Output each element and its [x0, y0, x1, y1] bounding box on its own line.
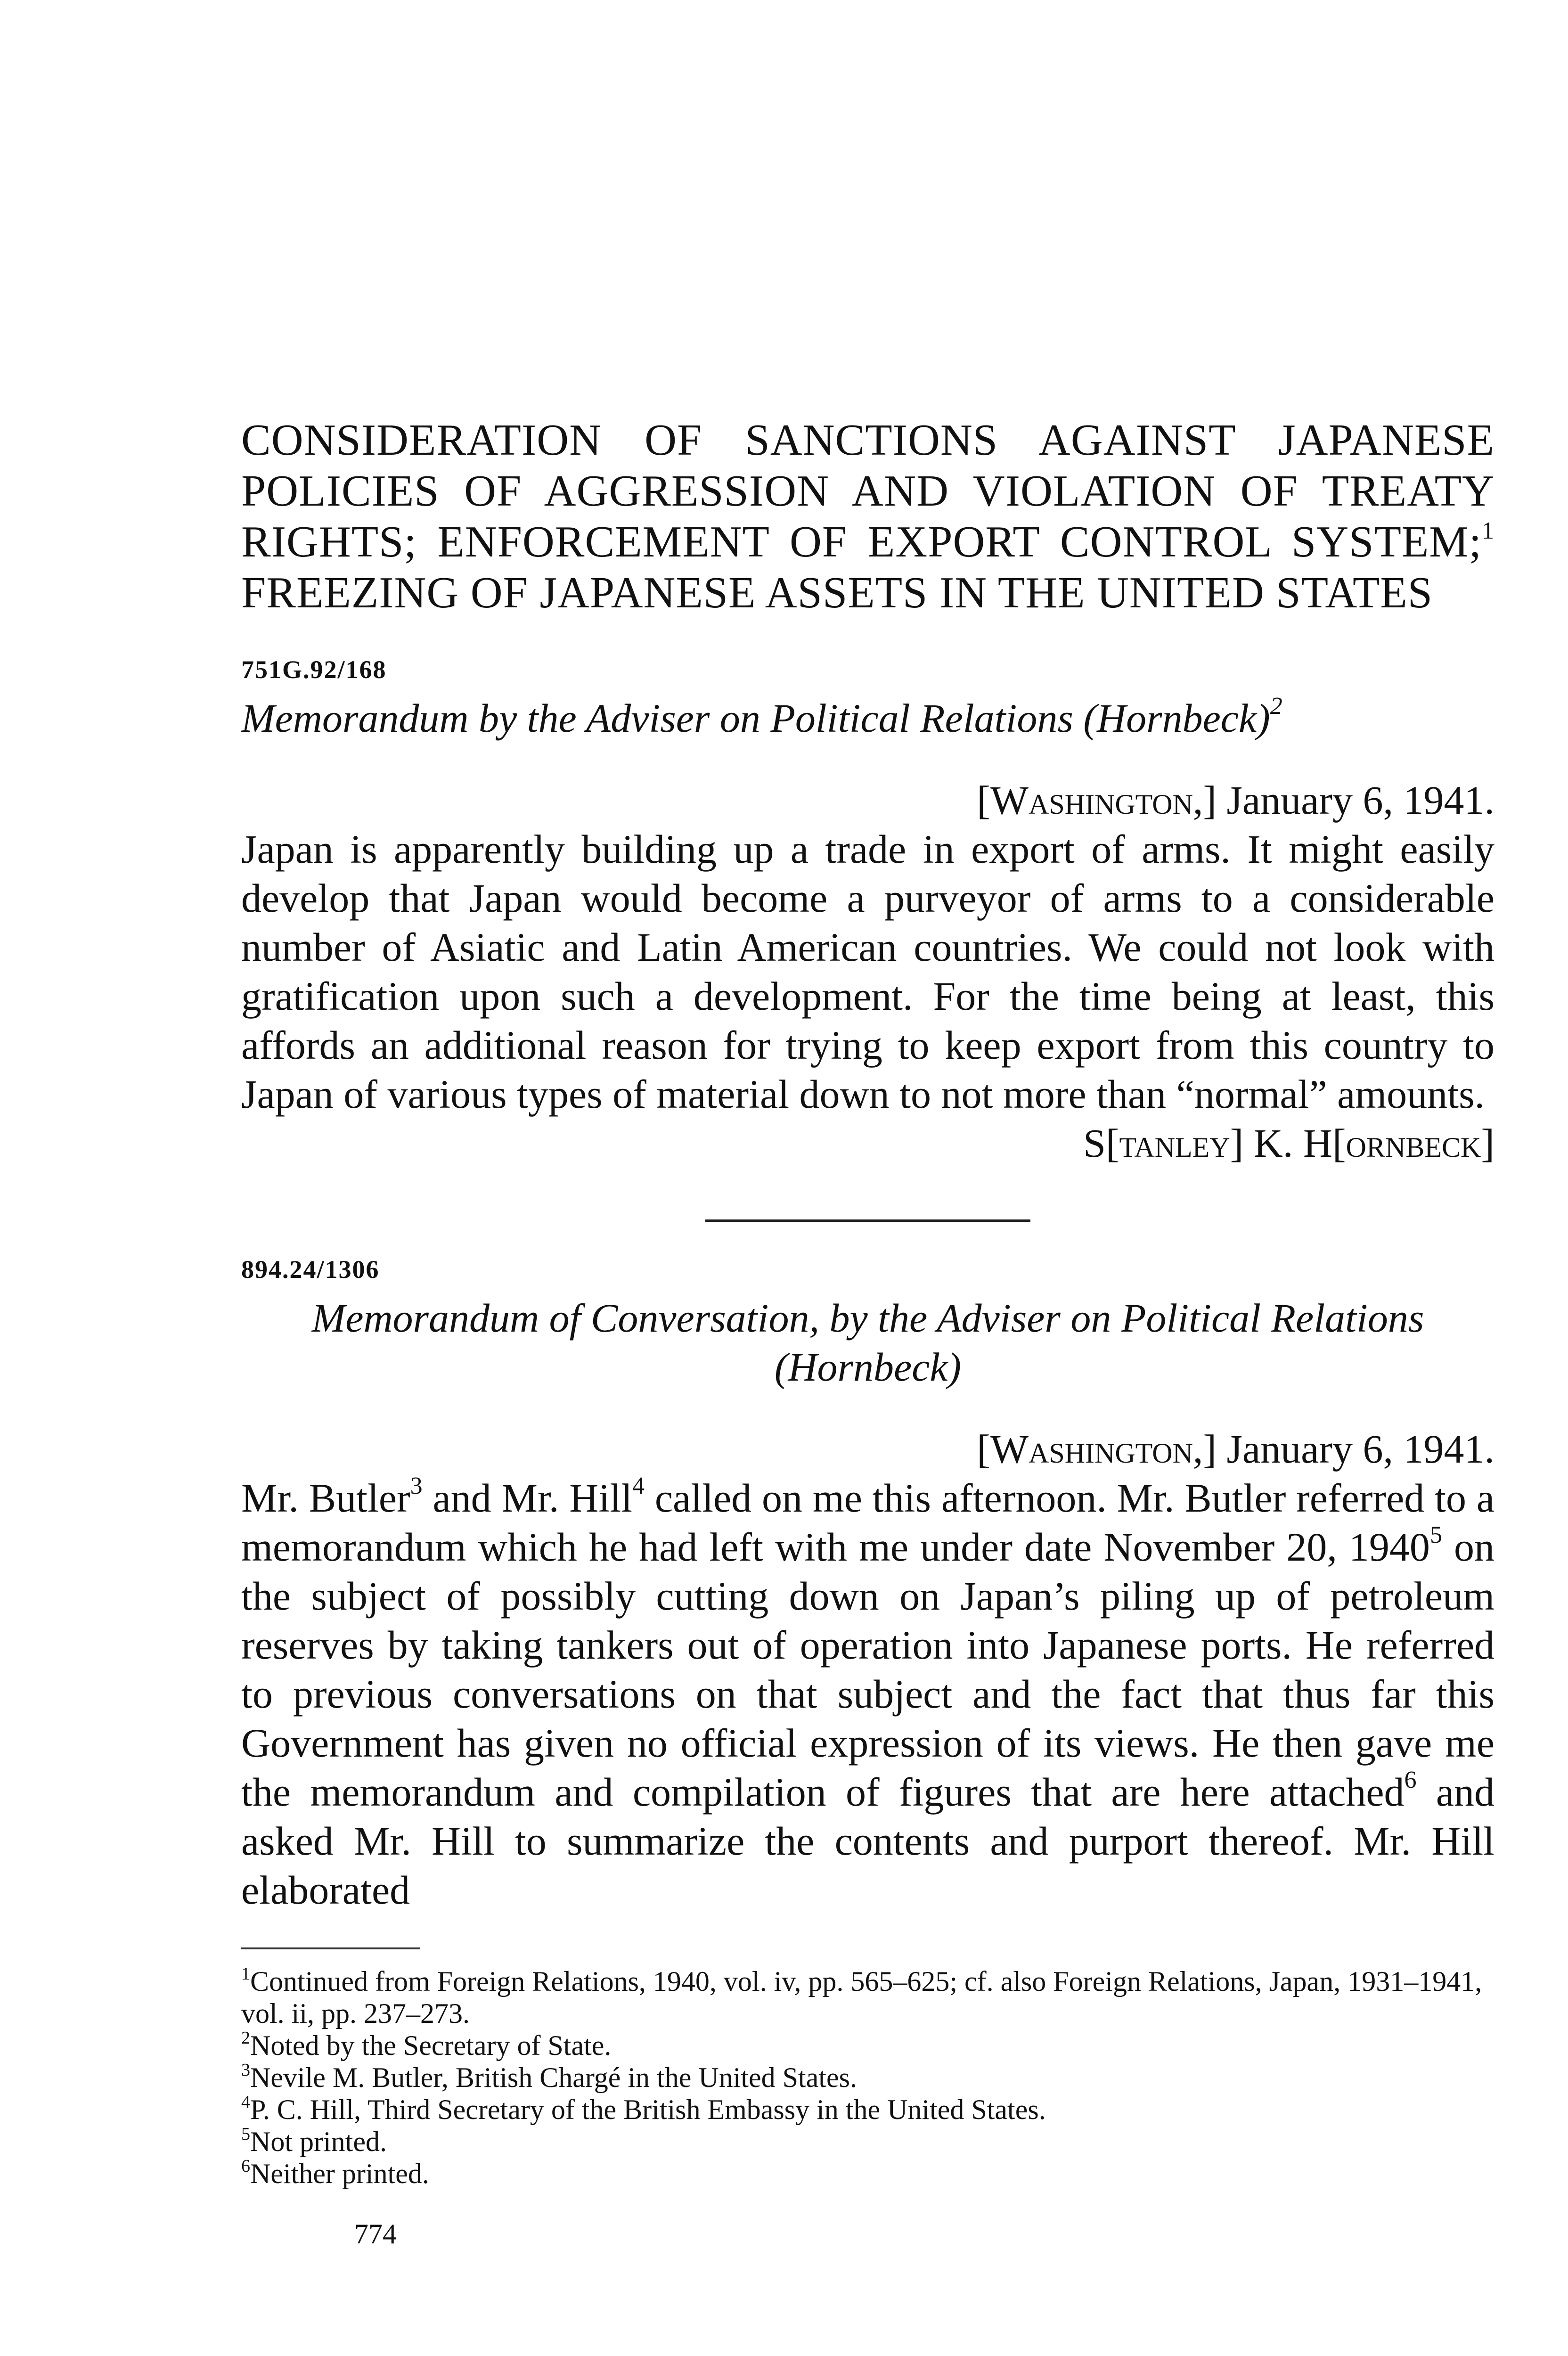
- footnote-number: 3: [241, 2060, 250, 2080]
- heading-text-continued: FREEZING OF JAPANESE ASSETS IN THE UNITED STATES: [241, 568, 1433, 617]
- footnote: [241, 2062, 1494, 2094]
- footnote-text: Nevile M. Butler, British Chargé in the United States.: [250, 2062, 857, 2093]
- dateline-date-2: January 6, 1941.: [1217, 1426, 1494, 1472]
- footnote: [241, 2126, 1494, 2158]
- body-text: and Mr. Hill: [422, 1475, 633, 1521]
- file-number-2: 894.24/1306: [241, 1255, 380, 1284]
- footnote-number: 6: [241, 2156, 250, 2176]
- signature: [241, 1119, 1494, 1168]
- footnote: [241, 2029, 1494, 2062]
- document-page: [241, 415, 1494, 2250]
- document-title-text: Memorandum by the Adviser on Political Relations (Hornbeck): [241, 695, 1270, 741]
- footnote-text: Continued from Foreign Relations, 1940, vol. iv, pp. 565–625; cf. also Foreign Relations, Japan, 1931–1941, vol. ii, pp. 237–273.: [241, 1966, 1482, 2029]
- heading-footnote-ref[interactable]: 1: [1482, 517, 1494, 544]
- body-text: called on me this afternoon. Mr. Butler referred to a memorandum which he had left with me under date November 20, 1940: [241, 1475, 1494, 1570]
- document-title: [241, 694, 1494, 743]
- file-number: 751G.92/168: [241, 655, 387, 684]
- document-title-line-2: (Hornbeck): [774, 1344, 962, 1390]
- page-number: 774: [354, 2218, 397, 2250]
- body-text: and asked Mr. Hill to summarize the contents and purport thereof. Mr. Hill elaborated: [241, 1769, 1494, 1913]
- footnotes: [241, 1965, 1494, 2190]
- footnote: [241, 2094, 1494, 2126]
- body-text: on the subject of possibly cutting down on Japan’s piling up of petroleum reserves by taking tankers out of operation into Japanese ports. He referred to previous conversations on that subject and the fact that thus far this Government has given no official expression of its views. He then gave me the memorandum and compilation of figures that are here attached: [241, 1524, 1494, 1815]
- footnote-text: Neither printed.: [250, 2158, 429, 2189]
- memo-body: Japan is apparently building up a trade in export of arms. It might easily develop that Japan would become a purveyor of arms to a considerable number of Asiatic and Latin American countries. We could not look with gratification upon such a development. For the time being at least, this affords an additional reason for trying to keep export from this country to Japan of various types of material down to not more than “normal” amounts.: [241, 826, 1494, 1117]
- footnote: [241, 2158, 1494, 2190]
- footnote-number: 4: [241, 2092, 250, 2112]
- footnote-text: P. C. Hill, Third Secretary of the British Embassy in the United States.: [250, 2094, 1046, 2125]
- footnote-number: 5: [241, 2124, 250, 2144]
- section-divider: [705, 1219, 1030, 1222]
- dateline-place-2: [Washington,]: [977, 1426, 1217, 1472]
- document-title-line-1: Memorandum of Conversation, by the Adviser on Political Relations: [311, 1295, 1424, 1341]
- footnote-number: 1: [241, 1964, 250, 1984]
- section-heading: [241, 415, 1494, 618]
- dateline: [241, 776, 1494, 825]
- footnote-text: Not printed.: [250, 2126, 387, 2157]
- body-text: Mr. Butler: [241, 1475, 410, 1521]
- footnote-ref-3[interactable]: 3: [410, 1472, 423, 1499]
- footnote-divider: [241, 1947, 420, 1949]
- footnote-ref-5[interactable]: 5: [1429, 1522, 1442, 1548]
- signature-text: S[tanley] K. H[ornbeck]: [1083, 1121, 1494, 1166]
- heading-text: CONSIDERATION OF SANCTIONS AGAINST JAPANESE POLICIES OF AGGRESSION AND VIOLATION OF TREATY RIGHTS; ENFORCEMENT OF EXPORT CONTROL SYSTEM;: [241, 416, 1494, 566]
- title-footnote-ref[interactable]: 2: [1270, 693, 1282, 720]
- footnote-ref-6[interactable]: 6: [1404, 1767, 1417, 1793]
- footnote-text: Noted by the Secretary of State.: [250, 2030, 612, 2061]
- dateline-place: [Washington,]: [977, 777, 1217, 823]
- conversation-body: [241, 1473, 1494, 1914]
- document-title-2: [241, 1293, 1494, 1391]
- footnote-number: 2: [241, 2028, 250, 2048]
- footnote-ref-4[interactable]: 4: [632, 1472, 645, 1499]
- footnote: [241, 1965, 1494, 2029]
- dateline-2: [241, 1424, 1494, 1473]
- dateline-date: January 6, 1941.: [1217, 777, 1494, 823]
